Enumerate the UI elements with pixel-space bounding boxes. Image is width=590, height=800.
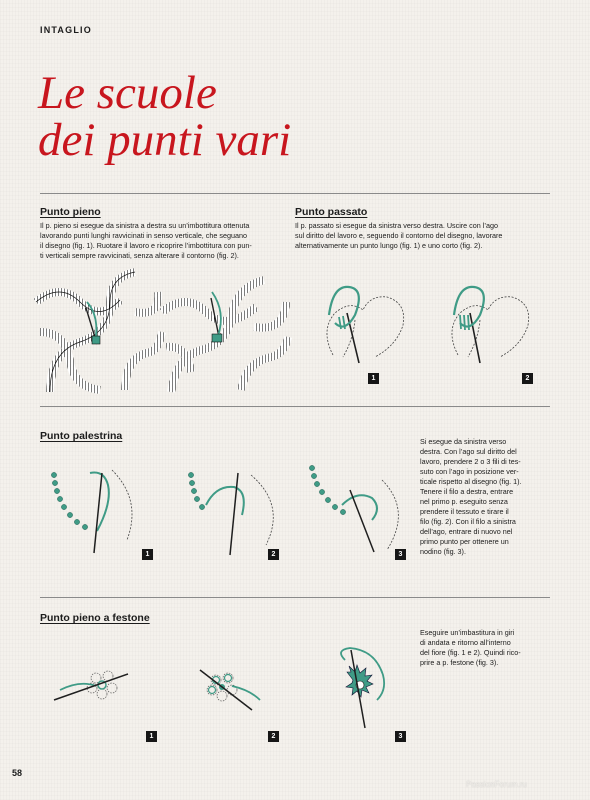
pieno-figure-1-illustration: [40, 272, 158, 390]
heading-punto-pieno: Punto pieno: [40, 206, 101, 218]
palestrina-figure-2-illustration: [176, 465, 286, 560]
text-punto-pieno-a-festone: Eseguire un’imbastitura in giri di andata e ritorno all’interno del fiore (fig. 1 e 2). Quindi rico- prire a p. festone (fig. 3).: [420, 628, 521, 667]
palestrina-figure-1-illustration: [42, 465, 152, 560]
title-line-1: Le scuole: [38, 67, 217, 119]
divider-top: [40, 193, 550, 194]
festone-figure-2-label: 2: [268, 731, 279, 742]
watermark: PassionForum.ru: [466, 780, 527, 789]
passato-figure-1-label: 1: [368, 373, 379, 384]
pieno-figure-2-illustration: [166, 272, 284, 390]
text-punto-passato: Il p. passato si esegue da sinistra verso destra. Uscire con l’ago sul diritto del lavoro e, seguendo il contorno del disegno, lavorare alternativamente un punto lungo (fig. 1) e uno corto (fig. 2).: [295, 221, 503, 250]
passato-figure-1-illustration: [315, 275, 410, 365]
text-punto-palestrina: Si esegue da sinistra verso destra. Con l’ago sul diritto del lavoro, prendere 2 o 3 fili di tes- suto con l’ago in posizione ver- ticale rispetto al disegno (fig. 1). Tenere il filo a destra, entrare nel primo p. eseguito senza prendere il tessuto e tirare il filo (fig. 2). Con il filo a sinistra dell’ago, entrare di nuovo nel primo punto per ottenere un nodino (fig. 3).: [420, 437, 522, 556]
palestrina-figure-3-illustration: [302, 460, 412, 560]
heading-punto-pieno-a-festone: Punto pieno a festone: [40, 612, 150, 624]
heading-punto-passato: Punto passato: [295, 206, 368, 218]
palestrina-figure-3-label: 3: [395, 549, 406, 560]
text-punto-pieno: Il p. pieno si esegue da sinistra a destra su un’imbottitura ottenuta lavorando punti lunghi ravvicinati in senso verticale, che seguano il disegno (fig. 1). Ruotare il lavoro e ricoprire l’imbottitura con pun- ti verticali sempre ravvicinati, senza alterare il contorno (fig. 2).: [40, 221, 252, 260]
festone-figure-1-label: 1: [146, 731, 157, 742]
festone-figure-3-illustration: [315, 650, 415, 730]
divider-middle: [40, 406, 550, 407]
festone-figure-2-illustration: [180, 660, 280, 720]
heading-punto-palestrina: Punto palestrina: [40, 430, 123, 442]
page-title: [38, 67, 292, 166]
title-line-2: dei punti vari: [38, 114, 292, 166]
festone-figure-3-label: 3: [395, 731, 406, 742]
passato-figure-2-illustration: [440, 275, 535, 365]
page-number: 58: [12, 768, 23, 778]
palestrina-figure-1-label: 1: [142, 549, 153, 560]
section-tag: INTAGLIO: [40, 25, 92, 35]
divider-bottom: [40, 597, 550, 598]
festone-figure-1-illustration: [50, 660, 150, 720]
passato-figure-2-label: 2: [522, 373, 533, 384]
palestrina-figure-2-label: 2: [268, 549, 279, 560]
